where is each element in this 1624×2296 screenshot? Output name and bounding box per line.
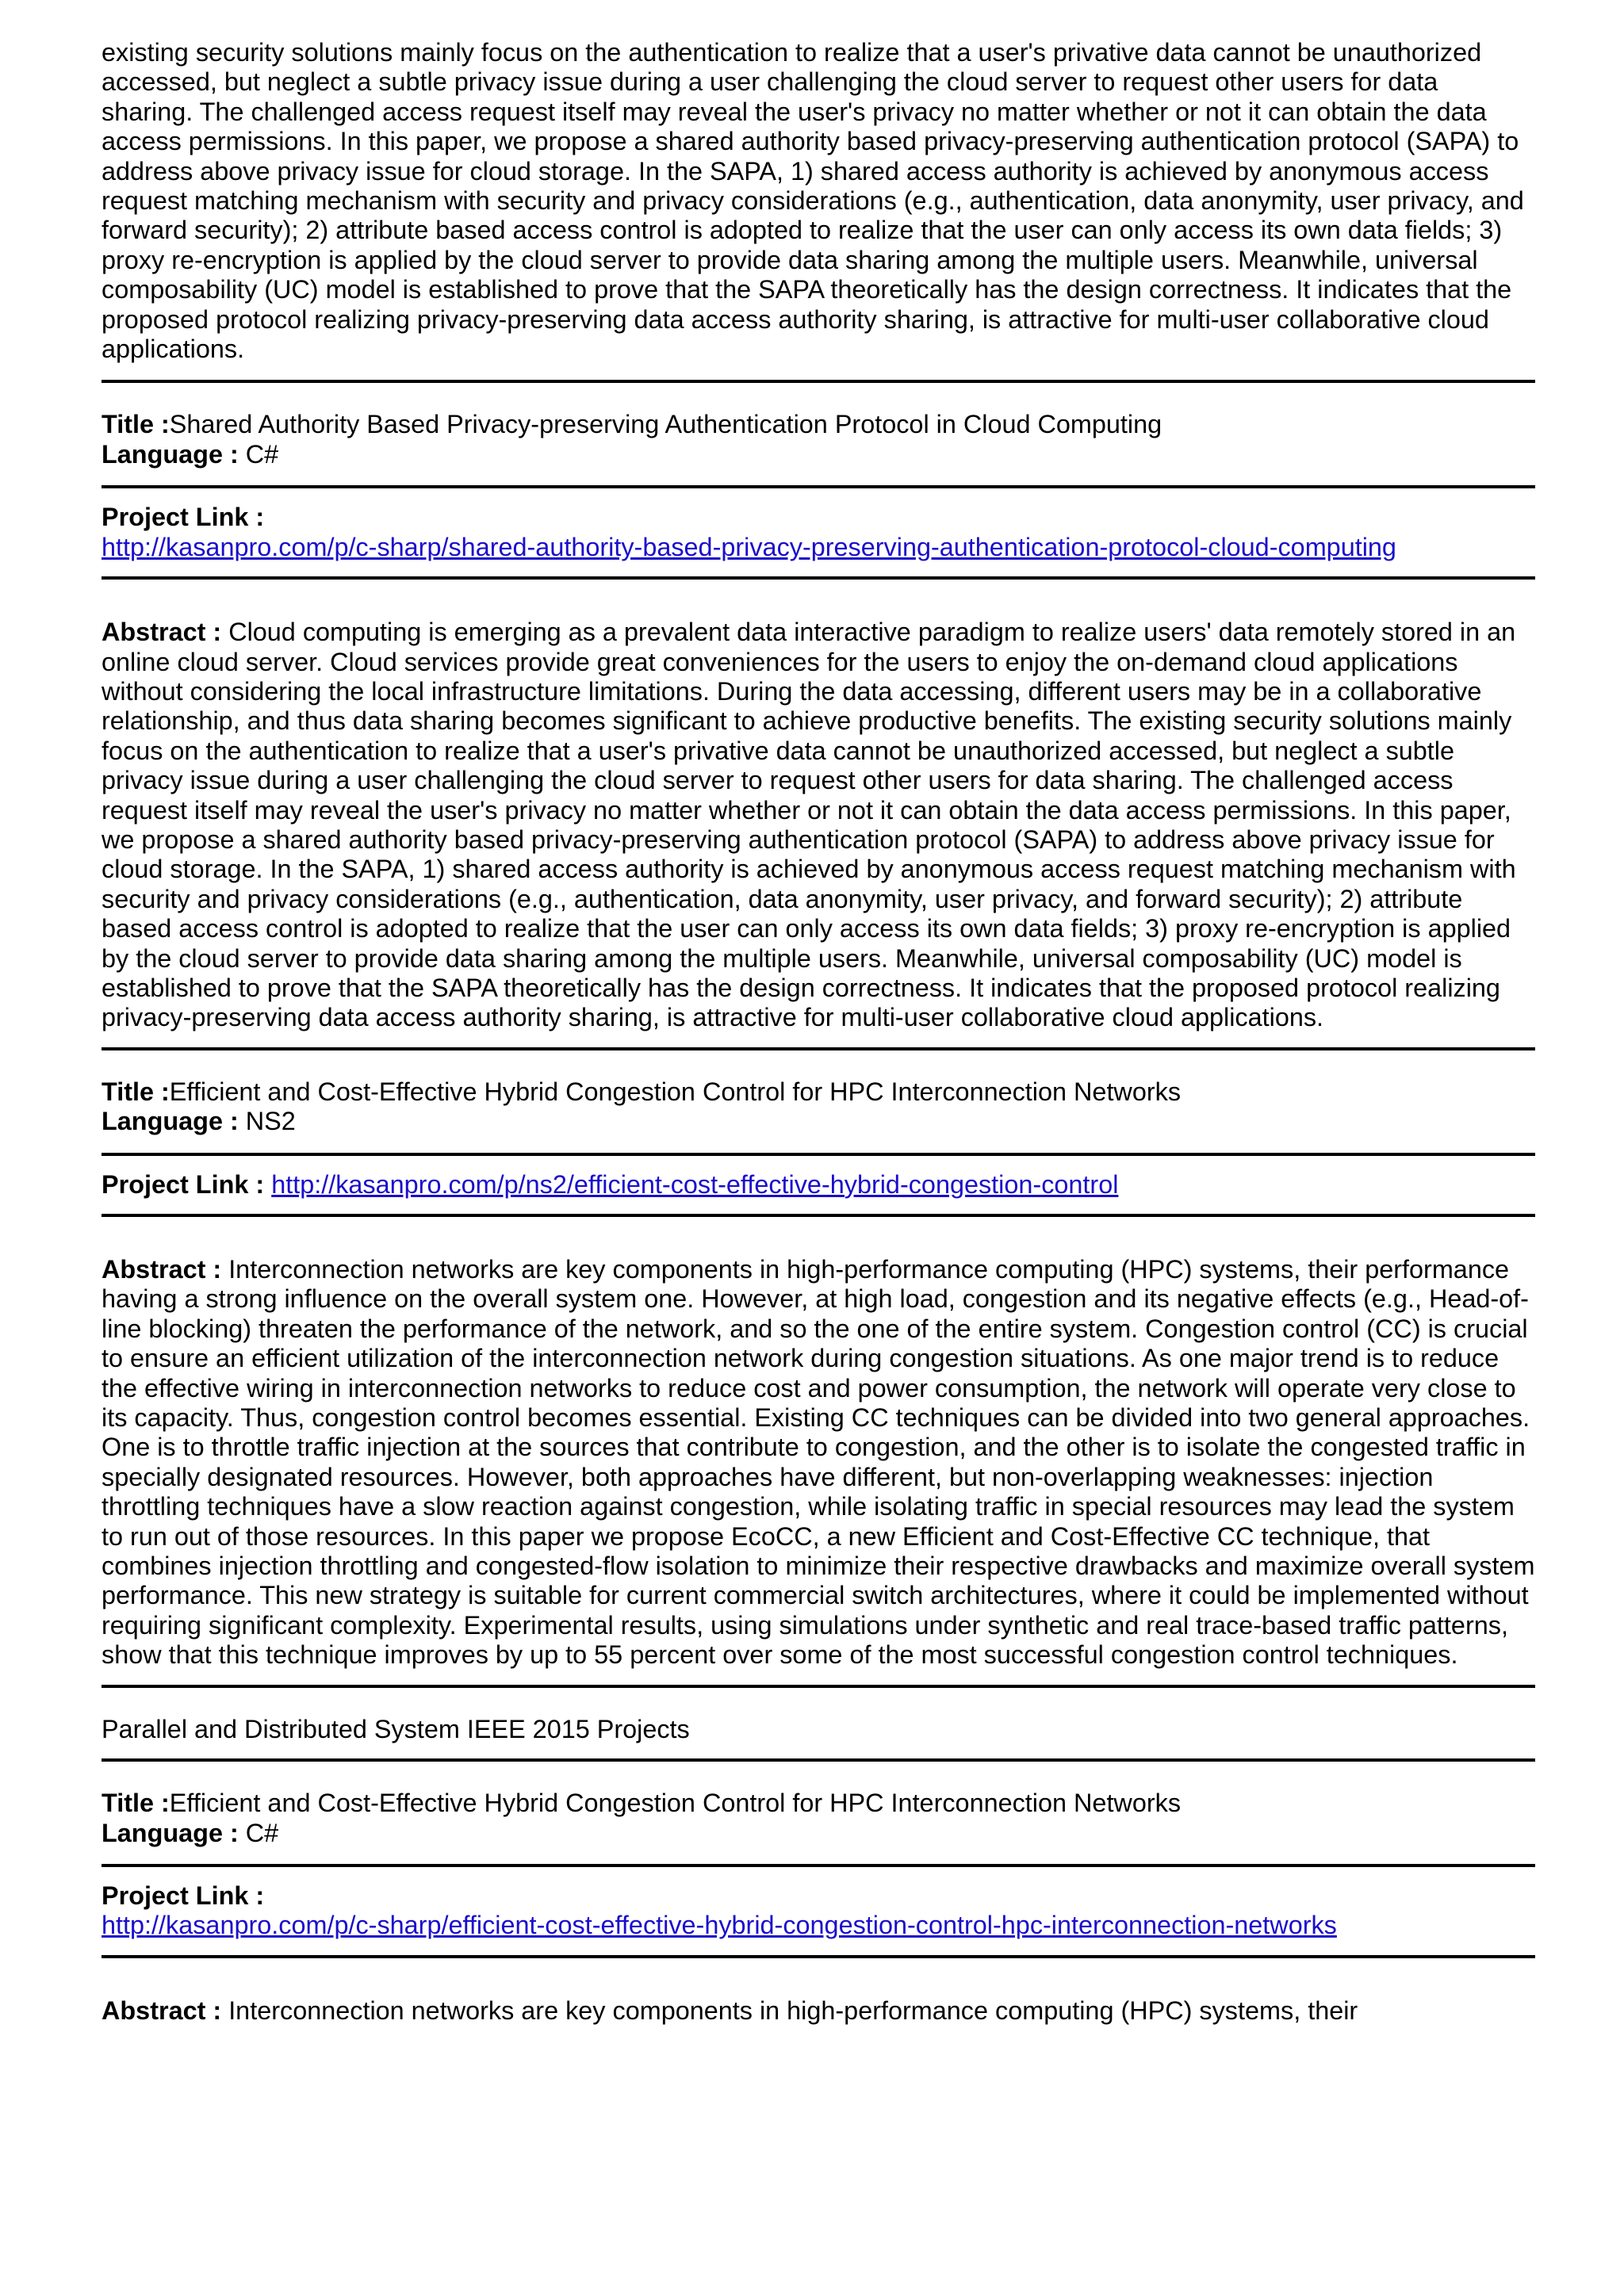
language-line xyxy=(102,1819,1535,1848)
divider xyxy=(102,1047,1535,1050)
project-language: C# xyxy=(245,439,279,469)
language-line xyxy=(102,1107,1535,1136)
abstract-label: Abstract : xyxy=(102,618,222,647)
project-entry xyxy=(102,410,1535,1050)
project-title: Shared Authority Based Privacy-preserving Authentication Protocol in Cloud Computing xyxy=(169,410,1162,439)
project-link-block xyxy=(102,503,1535,562)
project-link-label: Project Link : xyxy=(102,503,265,532)
project-entry xyxy=(102,1789,1535,2026)
project-link-block xyxy=(102,1170,1535,1200)
language-label: Language : xyxy=(102,1107,239,1136)
title-label: Title : xyxy=(102,410,170,439)
project-link-label: Project Link : xyxy=(102,1881,265,1910)
abstract-text: Interconnection networks are key components in high-performance computing (HPC) systems, their xyxy=(228,1996,1358,2025)
language-line xyxy=(102,440,1535,469)
project-link[interactable]: http://kasanpro.com/p/c-sharp/efficient-cost-effective-hybrid-congestion-control-hpc-interconnection-networks xyxy=(102,1911,1337,1940)
divider xyxy=(102,1214,1535,1217)
abstract-label: Abstract : xyxy=(102,1996,222,2025)
abstract-block xyxy=(102,618,1535,1033)
project-link[interactable]: http://kasanpro.com/p/ns2/efficient-cost-effective-hybrid-congestion-control xyxy=(271,1169,1119,1199)
top-abstract-continuation: existing security solutions mainly focus on the authentication to realize that a user's privative data cannot be unauthorized accessed, but neglect a subtle privacy issue during a user challenging the cloud server to request other users for data sharing. The challenged access request itself may reveal the user's privacy no matter whether or not it can obtain the data access permissions. In this paper, we propose a shared authority based privacy-preserving authentication protocol (SAPA) to address above privacy issue for cloud storage. In the SAPA, 1) shared access authority is achieved by anonymous access request matching mechanism with security and privacy considerations (e.g., authentication, data anonymity, user privacy, and forward security); 2) attribute based access control is adopted to realize that the user can only access its own data fields; 3) proxy re-encryption is applied by the cloud server to provide data sharing among the multiple users. Meanwhile, universal composability (UC) model is established to prove that the SAPA theoretically has the design correctness. It indicates that the proposed protocol realizing privacy-preserving data access authority sharing, is attractive for multi-user collaborative cloud applications. xyxy=(102,38,1524,364)
project-language: NS2 xyxy=(245,1107,296,1136)
divider xyxy=(102,1153,1535,1156)
divider xyxy=(102,485,1535,488)
title-line xyxy=(102,1789,1535,1818)
divider xyxy=(102,1955,1535,1958)
divider xyxy=(102,1685,1535,1688)
language-label: Language : xyxy=(102,1818,239,1847)
title-label: Title : xyxy=(102,1077,170,1106)
project-language: C# xyxy=(245,1818,279,1847)
document-page xyxy=(102,38,1535,2026)
project-link-block xyxy=(102,1881,1535,1941)
abstract-text: Interconnection networks are key components in high-performance computing (HPC) systems, their performance having a strong influence on the overall system one. However, at high load, congestion and its negative effects (e.g., Head-of-line blocking) threaten the performance of the network, and so the one of the entire system. Congestion control (CC) is crucial to ensure an efficient utilization of the interconnection network during congestion situations. As one major trend is to reduce the effective wiring in interconnection networks to reduce cost and power consumption, the network will operate very close to its capacity. Thus, congestion control becomes essential. Existing CC techniques can be divided into two general approaches. One is to throttle traffic injection at the sources that contribute to congestion, and the other is to isolate the congested traffic in specially designated resources. However, both approaches have different, but non-overlapping weaknesses: injection throttling techniques have a slow reaction against congestion, while isolating traffic in special resources may lead the system to run out of those resources. In this paper we propose EcoCC, a new Efficient and Cost-Effective CC technique, that combines injection throttling and congested-flow isolation to minimize their respective drawbacks and maximize overall system performance. This new strategy is suitable for current commercial switch architectures, where it could be implemented without requiring significant complexity. Experimental results, using simulations under synthetic and real trace-based traffic patterns, show that this technique improves by up to 55 percent over some of the most successful congestion control techniques. xyxy=(102,1255,1535,1670)
abstract-text: Cloud computing is emerging as a prevalent data interactive paradigm to realize users' data remotely stored in an online cloud server. Cloud services provide great conveniences for the users to enjoy the on-demand cloud applications without considering the local infrastructure limitations. During the data accessing, different users may be in a collaborative relationship, and thus data sharing becomes significant to achieve productive benefits. The existing security solutions mainly focus on the authentication to realize that a user's privative data cannot be unauthorized accessed, but neglect a subtle privacy issue during a user challenging the cloud server to request other users for data sharing. The challenged access request itself may reveal the user's privacy no matter whether or not it can obtain the data access permissions. In this paper, we propose a shared authority based privacy-preserving authentication protocol (SAPA) to address above privacy issue for cloud storage. In the SAPA, 1) shared access authority is achieved by anonymous access request matching mechanism with security and privacy considerations (e.g., authentication, data anonymity, user privacy, and forward security); 2) attribute based access control is adopted to realize that the user can only access its own data fields; 3) proxy re-encryption is applied by the cloud server to provide data sharing among the multiple users. Meanwhile, universal composability (UC) model is established to prove that the SAPA theoretically has the design correctness. It indicates that the proposed protocol realizing privacy-preserving data access authority sharing, is attractive for multi-user collaborative cloud applications. xyxy=(102,618,1516,1032)
section-heading: Parallel and Distributed System IEEE 2015 Projects xyxy=(102,1714,690,1743)
divider xyxy=(102,1864,1535,1867)
title-line xyxy=(102,1077,1535,1107)
project-title: Efficient and Cost-Effective Hybrid Congestion Control for HPC Interconnection Networks xyxy=(169,1077,1182,1106)
abstract-label: Abstract : xyxy=(102,1255,222,1284)
title-label: Title : xyxy=(102,1789,170,1818)
language-label: Language : xyxy=(102,439,239,469)
abstract-block xyxy=(102,1255,1535,1670)
project-link-label: Project Link : xyxy=(102,1169,265,1199)
project-entry xyxy=(102,1077,1535,1688)
divider xyxy=(102,576,1535,580)
project-link[interactable]: http://kasanpro.com/p/c-sharp/shared-authority-based-privacy-preserving-authentication-protocol-cloud-computing xyxy=(102,532,1396,561)
divider xyxy=(102,380,1535,383)
title-line xyxy=(102,410,1535,439)
project-title: Efficient and Cost-Effective Hybrid Congestion Control for HPC Interconnection Networks xyxy=(169,1789,1182,1818)
divider xyxy=(102,1758,1535,1762)
abstract-block xyxy=(102,1996,1535,2026)
